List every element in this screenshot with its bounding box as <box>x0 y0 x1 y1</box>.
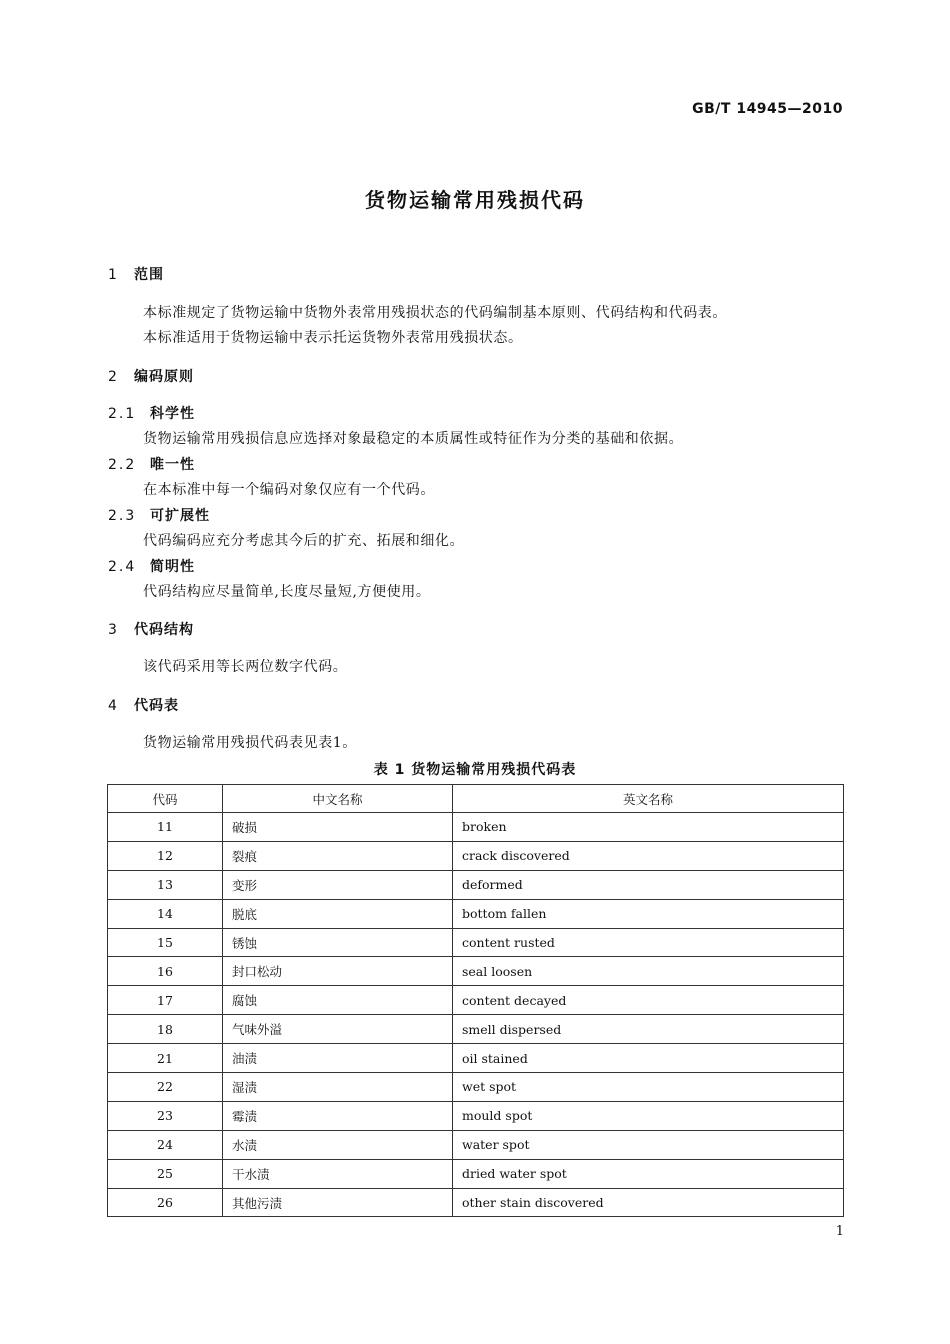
section-2-2-heading <box>108 454 195 474</box>
table-row <box>108 957 844 986</box>
code-cell: 12 <box>108 841 223 870</box>
table-row <box>108 986 844 1015</box>
section-2-1-heading <box>108 403 195 423</box>
english-name-cell: water spot <box>453 1130 844 1159</box>
chinese-name-cell: 其他污渍 <box>223 1188 453 1217</box>
section-number: 4 <box>108 698 118 714</box>
english-name-cell: seal loosen <box>453 957 844 986</box>
english-name-cell: wet spot <box>453 1073 844 1102</box>
paragraph: 代码编码应充分考虑其今后的扩充、拓展和细化。 <box>143 533 465 549</box>
column-header-code: 代码 <box>108 785 223 813</box>
code-cell: 22 <box>108 1073 223 1102</box>
section-number: 2.2 <box>108 457 137 473</box>
chinese-name-cell: 封口松动 <box>223 957 453 986</box>
english-name-cell: deformed <box>453 870 844 899</box>
english-name-cell: mould spot <box>453 1101 844 1130</box>
chinese-name-cell: 油渍 <box>223 1044 453 1073</box>
chinese-name-cell: 腐蚀 <box>223 986 453 1015</box>
code-cell: 17 <box>108 986 223 1015</box>
section-number: 2.3 <box>108 508 137 524</box>
chinese-name-cell: 脱底 <box>223 899 453 928</box>
paragraph: 在本标准中每一个编码对象仅应有一个代码。 <box>143 482 435 498</box>
paragraph: 该代码采用等长两位数字代码。 <box>143 659 348 675</box>
table-row <box>108 928 844 957</box>
chinese-name-cell: 气味外溢 <box>223 1015 453 1044</box>
table-row <box>108 899 844 928</box>
chinese-name-cell: 水渍 <box>223 1130 453 1159</box>
code-cell: 23 <box>108 1101 223 1130</box>
code-cell: 21 <box>108 1044 223 1073</box>
english-name-cell: broken <box>453 813 844 842</box>
table-row <box>108 1015 844 1044</box>
english-name-cell: content rusted <box>453 928 844 957</box>
english-name-cell: bottom fallen <box>453 899 844 928</box>
paragraph: 货物运输常用残损代码表见表1。 <box>143 735 357 751</box>
section-number: 1 <box>108 267 118 283</box>
code-cell: 25 <box>108 1159 223 1188</box>
table-header-row <box>108 785 844 813</box>
paragraph: 代码结构应尽量简单,长度尽量短,方便使用。 <box>143 584 431 600</box>
damage-code-table <box>107 784 844 1217</box>
section-3-heading <box>108 619 194 639</box>
table-row <box>108 813 844 842</box>
chinese-name-cell: 裂痕 <box>223 841 453 870</box>
section-number: 2.1 <box>108 406 137 422</box>
code-cell: 24 <box>108 1130 223 1159</box>
chinese-name-cell: 变形 <box>223 870 453 899</box>
page-number: 1 <box>835 1224 844 1239</box>
section-2-heading <box>108 366 194 386</box>
section-title: 代码表 <box>134 698 179 714</box>
section-title: 代码结构 <box>134 622 194 638</box>
english-name-cell: smell dispersed <box>453 1015 844 1044</box>
section-title: 范围 <box>134 267 164 283</box>
section-4-heading <box>108 695 179 715</box>
document-title: 货物运输常用残损代码 <box>365 188 585 212</box>
section-title: 编码原则 <box>134 369 194 385</box>
code-cell: 14 <box>108 899 223 928</box>
section-2-3-heading <box>108 505 210 525</box>
chinese-name-cell: 锈蚀 <box>223 928 453 957</box>
english-name-cell: other stain discovered <box>453 1188 844 1217</box>
chinese-name-cell: 破损 <box>223 813 453 842</box>
table-row <box>108 841 844 870</box>
section-2-4-heading <box>108 556 195 576</box>
section-number: 2 <box>108 369 118 385</box>
section-title: 可扩展性 <box>150 508 210 524</box>
english-name-cell: oil stained <box>453 1044 844 1073</box>
section-title: 唯一性 <box>150 457 195 473</box>
english-name-cell: crack discovered <box>453 841 844 870</box>
table-row <box>108 1101 844 1130</box>
table-row <box>108 1044 844 1073</box>
section-number: 3 <box>108 622 118 638</box>
code-cell: 18 <box>108 1015 223 1044</box>
table-row <box>108 1159 844 1188</box>
paragraph: 本标准规定了货物运输中货物外表常用残损状态的代码编制基本原则、代码结构和代码表。 <box>143 305 727 321</box>
paragraph: 本标准适用于货物运输中表示托运货物外表常用残损状态。 <box>143 330 523 346</box>
english-name-cell: content decayed <box>453 986 844 1015</box>
chinese-name-cell: 霉渍 <box>223 1101 453 1130</box>
code-cell: 13 <box>108 870 223 899</box>
section-title: 科学性 <box>150 406 195 422</box>
code-cell: 26 <box>108 1188 223 1217</box>
code-cell: 11 <box>108 813 223 842</box>
column-header-chinese-name: 中文名称 <box>223 785 453 813</box>
section-title: 简明性 <box>150 559 195 575</box>
table-row <box>108 1188 844 1217</box>
code-cell: 16 <box>108 957 223 986</box>
paragraph: 货物运输常用残损信息应选择对象最稳定的本质属性或特征作为分类的基础和依据。 <box>143 431 684 447</box>
table-row <box>108 1073 844 1102</box>
table-row <box>108 1130 844 1159</box>
standard-id: GB/T 14945—2010 <box>692 101 843 117</box>
section-number: 2.4 <box>108 559 137 575</box>
english-name-cell: dried water spot <box>453 1159 844 1188</box>
column-header-english-name: 英文名称 <box>453 785 844 813</box>
section-1-heading <box>108 264 164 284</box>
table-row <box>108 870 844 899</box>
chinese-name-cell: 干水渍 <box>223 1159 453 1188</box>
code-cell: 15 <box>108 928 223 957</box>
chinese-name-cell: 湿渍 <box>223 1073 453 1102</box>
table-caption: 表 1 货物运输常用残损代码表 <box>373 762 577 778</box>
